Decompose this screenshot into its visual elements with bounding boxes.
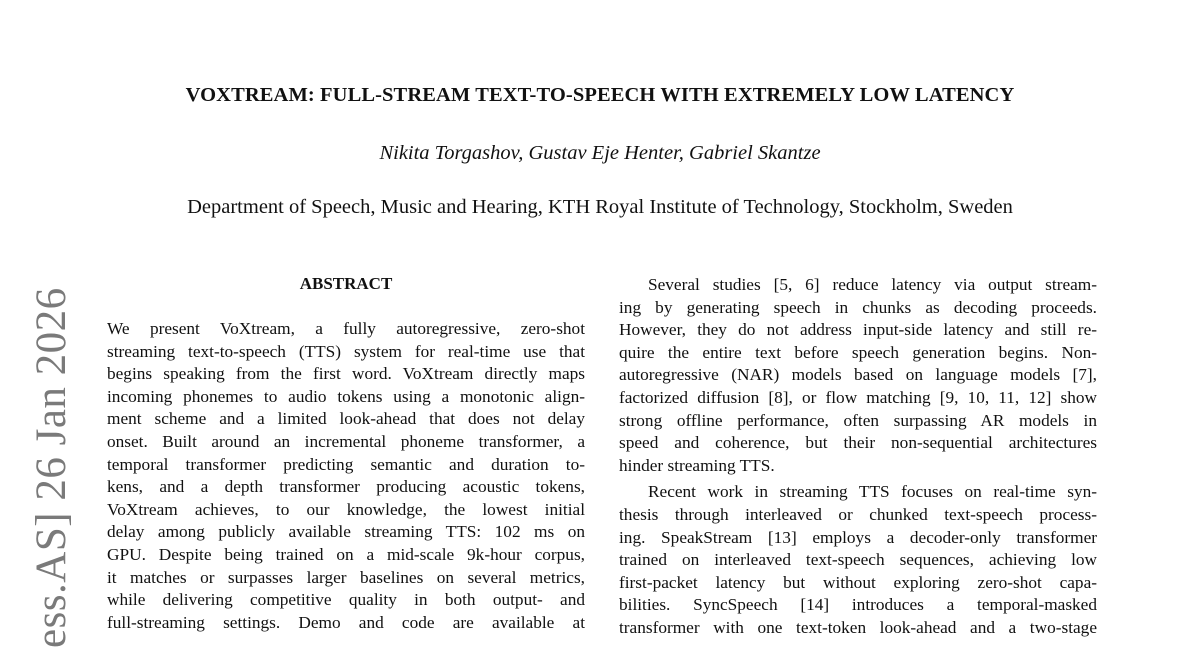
paragraph-line: trained on interleaved text-speech sequences, achieving low [619,550,1097,570]
paragraph-line: Several studies [5, 6] reduce latency via output stream- [648,275,1097,294]
paragraph-line: strong offline performance, often surpassing AR models in [619,410,1097,430]
paragraph-line: ing by generating speech in chunks as decoding proceeds. [619,297,1097,317]
abstract-line: incoming phonemes to audio tokens using a monotonic align- [107,386,585,406]
abstract-line: streaming text-to-speech (TTS) system for real-time use that [107,341,585,361]
abstract-line: while delivering competitive quality in both output- and [107,590,585,610]
paragraph-line: quire the entire text before speech generation begins. Non- [619,342,1097,362]
intro-column-right [619,274,1097,640]
paragraph-line: first-packet latency but without exploring zero-shot capa- [619,572,1097,592]
abstract-body [107,318,585,634]
intro-paragraph-1 [619,274,1097,477]
paragraph-line: factorized diffusion [8], or flow matching [9, 10, 11, 12] show [619,387,1097,407]
paragraph-line: transformer with one text-token look-ahead and a two-stage [619,617,1097,637]
abstract-line: VoXtream achieves, to our knowledge, the lowest initial [107,499,585,519]
paragraph-line: thesis through interleaved or chunked text-speech process- [619,504,1097,524]
paper-title: VOXTREAM: FULL-STREAM TEXT-TO-SPEECH WITH EXTREMELY LOW LATENCY [185,84,1015,106]
paragraph-line: bilities. SyncSpeech [14] introduces a temporal-masked [619,595,1097,615]
abstract-line: onset. Built around an incremental phoneme transformer, a [107,431,585,451]
paper-affiliation: Department of Speech, Music and Hearing, KTH Royal Institute of Technology, Stockholm, Sweden [187,196,1013,218]
intro-paragraph-2 [619,481,1097,639]
paper-authors: Nikita Torgashov, Gustav Eje Henter, Gabriel Skantze [379,142,821,164]
abstract-line: delay among publicly available streaming TTS: 102 ms on [107,522,585,542]
paragraph-line: speed and coherence, but their non-sequential architectures [619,433,1097,453]
abstract-line: kens, and a depth transformer producing acoustic tokens, [107,477,585,497]
abstract-line: begins speaking from the first word. VoXtream directly maps [107,364,585,384]
arxiv-side-stamp: ess.AS] 26 Jan 2026 [28,287,75,648]
abstract-line: We present VoXtream, a fully autoregressive, zero-shot [107,319,585,338]
abstract-line: full-streaming settings. Demo and code are available at [107,612,585,632]
paragraph-line: However, they do not address input-side latency and still re- [619,320,1097,340]
paragraph-line: autoregressive (NAR) models based on language models [7], [619,365,1097,385]
abstract-line: ment scheme and a limited look-ahead that does not delay [107,409,585,429]
paragraph-line: Recent work in streaming TTS focuses on real-time syn- [648,482,1097,502]
abstract-line: temporal transformer predicting semantic and duration to- [107,454,585,474]
abstract-heading: ABSTRACT [299,274,393,293]
abstract-line: it matches or surpasses larger baselines on several metrics, [107,567,585,587]
paragraph-line: hinder streaming TTS. [619,455,775,475]
abstract-line: GPU. Despite being trained on a mid-scale 9k-hour corpus, [107,544,585,564]
paragraph-line: ing. SpeakStream [13] employs a decoder-only transformer [619,527,1097,547]
